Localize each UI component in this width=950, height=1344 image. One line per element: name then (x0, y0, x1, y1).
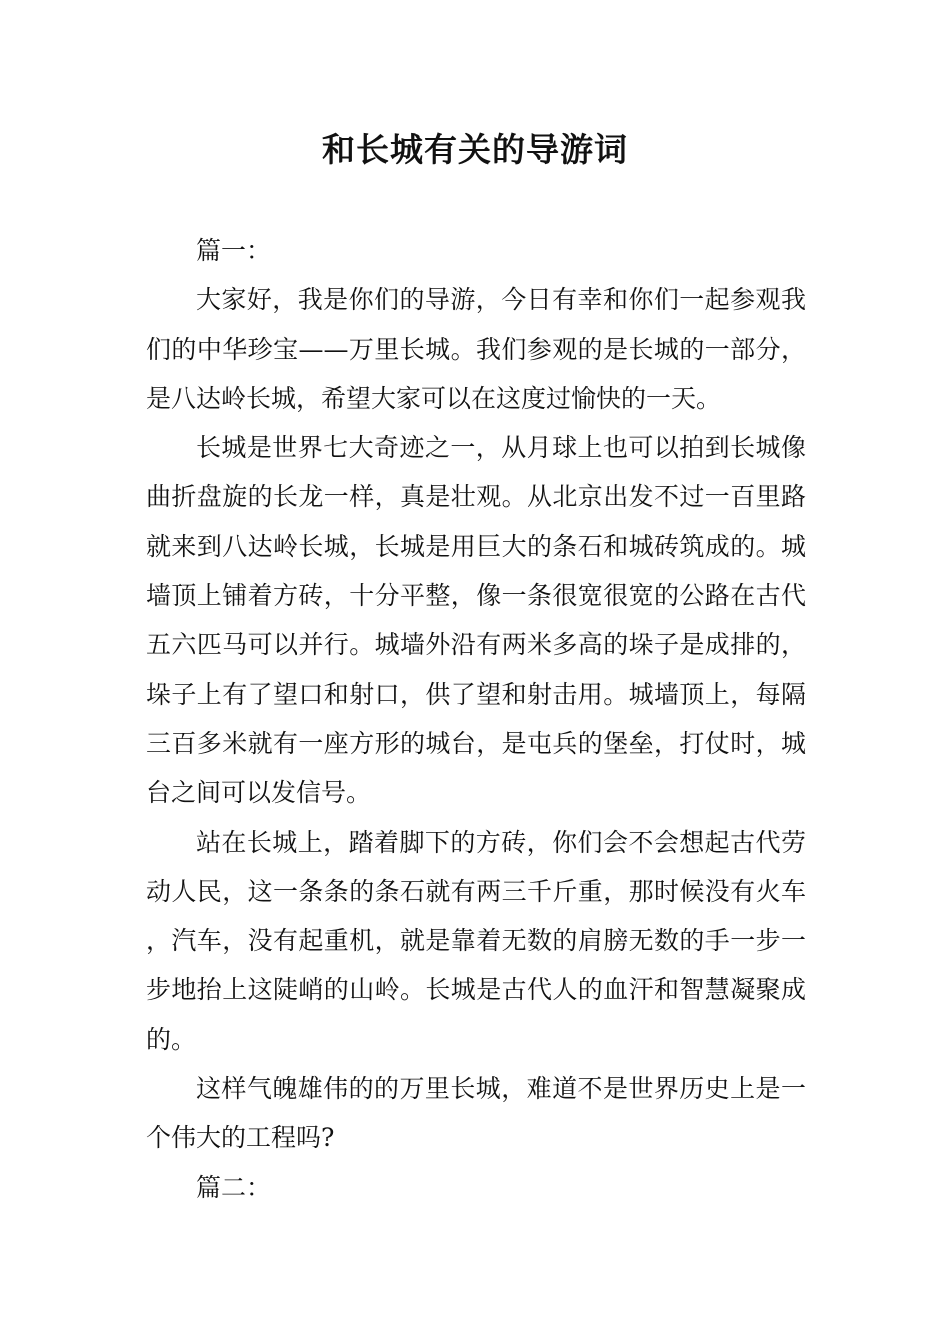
document-title: 和长城有关的导游词 (322, 130, 628, 169)
paragraph-greeting: 大家好，我是你们的导游，今日有幸和你们一起参观我们的中华珍宝——万里长城。我们参观的是长城的一部分，是八达岭长城，希望大家可以在这度过愉快的一天。 (146, 285, 806, 413)
paragraph-ancient-laborers: 站在长城上，踏着脚下的方砖，你们会不会想起古代劳动人民，这一条条的条石就有两三千斤重，那时候没有火车，汽车，没有起重机，就是靠着无数的肩膀无数的手一步一步地抬上这陡峭的山岭。长城是古代人的血汗和智慧凝聚成的。 (146, 827, 806, 1054)
paragraph-great-wall-description: 长城是世界七大奇迹之一，从月球上也可以拍到长城像曲折盘旋的长龙一样，真是壮观。从北京出发不过一百里路就来到八达岭长城，长城是用巨大的条石和城砖筑成的。城墙顶上铺着方砖，十分平整，像一条很宽很宽的公路在古代五六匹马可以并行。城墙外沿有两米多高的垛子是成排的，垛子上有了望口和射口，供了望和射击用。城墙顶上，每隔三百多米就有一座方形的城台，是屯兵的堡垒，打仗时，城台之间可以发信号。 (146, 433, 806, 808)
section-heading-2: 篇二： (196, 1172, 272, 1202)
section-heading-1: 篇一： (196, 236, 272, 265)
document-body (146, 226, 806, 1212)
paragraph-conclusion: 这样气魄雄伟的的万里长城，难道不是世界历史上是一个伟大的工程吗? (146, 1074, 806, 1153)
